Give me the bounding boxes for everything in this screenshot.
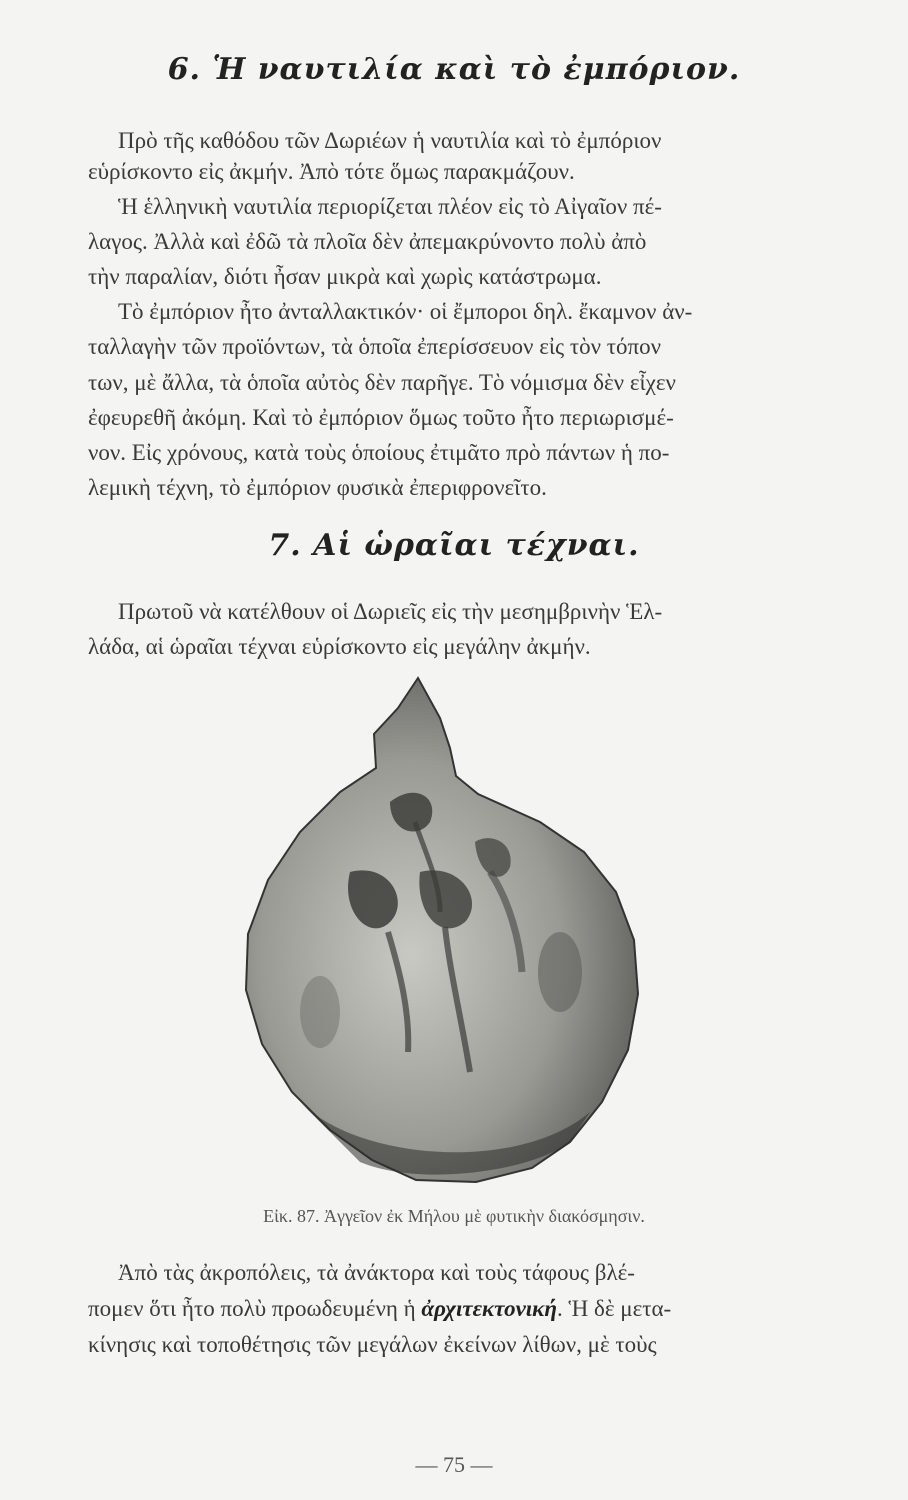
figure-caption: Εἰκ. 87. Ἀγγεῖον ἐκ Μήλου μὲ φυτικὴν διακόσμησιν. <box>263 1206 645 1226</box>
page-number: — 75 — <box>415 1452 493 1477</box>
paragraph-line: νον. Εἰς χρόνους, κατὰ τοὺς ὁποίους ἐτιμᾶτο πρὸ πάντων ἡ πο- <box>88 440 670 465</box>
paragraph-line <box>88 1294 671 1324</box>
vase-illustration <box>240 672 640 1204</box>
paragraph-line: τὴν παραλίαν, διότι ἦσαν μικρὰ καὶ χωρὶς κατάστρωμα. <box>88 264 602 289</box>
paragraph-line: λαγος. Ἀλλὰ καὶ ἐδῶ τὰ πλοῖα δὲν ἀπεμακρύνοντο πολὺ ἀπὸ <box>88 229 647 254</box>
paragraph-line: εὑρίσκοντο εἰς ἀκμήν. Ἀπὸ τότε ὅμως παρακμάζουν. <box>88 159 575 184</box>
paragraph-line: Πρωτοῦ νὰ κατέλθουν οἱ Δωριεῖς εἰς τὴν μεσημβρινὴν Ἑλ- <box>118 599 663 624</box>
paragraph-line: των, μὲ ἄλλα, τὰ ὁποῖα αὐτὸς δὲν παρῆγε. Τὸ νόμισμα δὲν εἶχεν <box>88 370 676 395</box>
paragraph-line: Τὸ ἐμπόριον ἦτο ἀνταλλακτικόν· οἱ ἔμποροι δηλ. ἔκαμνον ἀν- <box>118 299 693 324</box>
paragraph-line: ταλλαγὴν τῶν προϊόντων, τὰ ὁποῖα ἐπερίσσευον εἰς τὸν τόπον <box>88 334 662 359</box>
paragraph-line: λεμικὴ τέχνη, τὸ ἐμπόριον φυσικὰ ἐπεριφρονεῖτο. <box>88 475 547 500</box>
emphasized-term: ἀρχιτεκτονική <box>421 1296 557 1321</box>
paragraph-line: λάδα, αἱ ὡραῖαι τέχναι εὑρίσκοντο εἰς μεγάλην ἀκμήν. <box>88 634 591 659</box>
paragraph-line: κίνησις καὶ τοποθέτησις τῶν μεγάλων ἐκείνων λίθων, μὲ τοὺς <box>88 1332 657 1357</box>
vase-body <box>246 678 638 1182</box>
paragraph-line: Ἡ ἑλληνικὴ ναυτιλία περιορίζεται πλέον εἰς τὸ Αἰγαῖον πέ- <box>118 194 662 219</box>
section-6-heading: 6. Ἡ ναυτιλία καὶ τὸ ἐμπόριον. <box>167 52 741 87</box>
section-7-heading: 7. Αἱ ὡραῖαι τέχναι. <box>268 528 640 563</box>
line-text: . Ἡ δὲ μετα- <box>557 1296 672 1321</box>
paragraph-line: Ἀπὸ τὰς ἀκροπόλεις, τὰ ἀνάκτορα καὶ τοὺς τάφους βλέ- <box>118 1260 635 1285</box>
paragraph-line: ἐφευρεθῆ ἀκόμη. Καὶ τὸ ἐμπόριον ὅμως τοῦτο ἦτο περιωρισμέ- <box>88 405 674 430</box>
paragraph-line: Πρὸ τῆς καθόδου τῶν Δωριέων ἡ ναυτιλία καὶ τὸ ἐμπόριον <box>118 128 662 153</box>
line-text: πομεν ὅτι ἦτο πολὺ προωδευμένη ἡ <box>88 1296 422 1321</box>
